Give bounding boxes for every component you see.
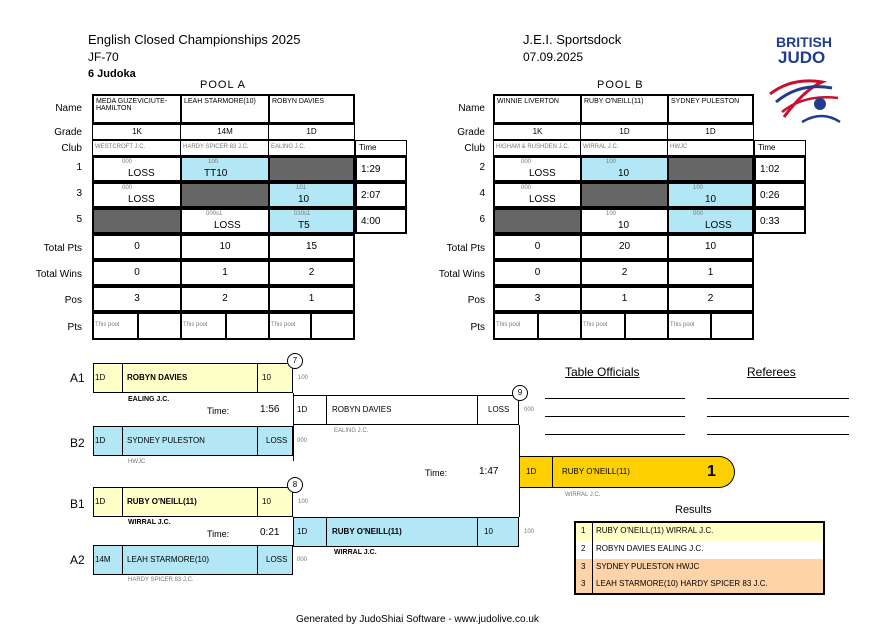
time-label: Time: <box>207 529 230 539</box>
judoka-count: 6 Judoka <box>88 68 136 80</box>
pool-cell: 100 10 <box>580 156 669 182</box>
player-grade: 1D <box>667 124 754 140</box>
competitor-box: 1D ROBYN DAVIES LOSS <box>293 395 519 425</box>
table-officials-heading: Table Officials <box>565 365 640 379</box>
pool-pts-box <box>137 312 182 340</box>
player-name: LEAH STARMORE(10) <box>180 94 270 124</box>
player-grade: 1D <box>580 124 669 140</box>
pool-cell: 000 LOSS <box>92 156 182 182</box>
pool-pts: This pool <box>180 312 227 340</box>
event-title: English Closed Championships 2025 <box>88 32 301 47</box>
seed-label: A1 <box>70 371 85 385</box>
pool-cell-blocked <box>92 208 182 234</box>
match-time: 1:29 <box>355 156 407 182</box>
pos-label: Pos <box>64 295 82 306</box>
player-grade: 1K <box>493 124 582 140</box>
score: 100 <box>298 375 309 381</box>
pool-pts-box <box>225 312 270 340</box>
british-judo-logo: BRITISH JUDO <box>762 32 852 127</box>
name-label: Name <box>55 103 82 114</box>
match-index: 4 <box>479 188 485 199</box>
total-pts-label: Total Pts <box>446 243 485 254</box>
signature-line <box>545 398 685 399</box>
date: 07.09.2025 <box>523 50 584 64</box>
pool-pts: This pool <box>580 312 626 340</box>
match-time: 0:21 <box>260 527 280 538</box>
pool-cell-blocked <box>493 208 582 234</box>
club-label: Club <box>464 143 485 154</box>
total-pts: 0 <box>493 234 582 260</box>
name-label: Name <box>458 103 485 114</box>
match-time: 0:33 <box>754 208 806 234</box>
pool-cell: 101 10 <box>268 182 355 208</box>
results-table <box>574 521 825 595</box>
competitor-box: 1D RUBY O'NEILL(11) 10 <box>293 517 519 547</box>
total-wins: 0 <box>92 260 182 286</box>
signature-line <box>707 398 849 399</box>
seed-label: B1 <box>70 497 85 511</box>
player-name: MEDA GUZEVICIUTE-HAMILTON <box>92 94 182 124</box>
seed-label: A2 <box>70 553 85 567</box>
total-pts: 10 <box>180 234 270 260</box>
winner-place-badge: 1 <box>697 456 735 488</box>
total-pts-label: Total Pts <box>43 243 82 254</box>
match-time: 2:07 <box>355 182 407 208</box>
position: 2 <box>667 286 754 312</box>
club-label: Club <box>61 143 82 154</box>
player-club: HARDY SPICER 83 J.C. <box>180 140 270 156</box>
seed-label: B2 <box>70 436 85 450</box>
competitor-club: EALING J.C. <box>128 396 170 403</box>
position: 3 <box>92 286 182 312</box>
pool-a-title: POOL A <box>200 79 246 91</box>
total-wins-label: Total Wins <box>35 269 82 280</box>
match-time: 0:26 <box>754 182 806 208</box>
pool-b-title: POOL B <box>597 79 644 91</box>
footer-credit: Generated by JudoShiai Software - www.judolive.co.uk <box>296 614 539 625</box>
pos-label: Pos <box>467 295 485 306</box>
competitor-club: WIRRAL J.C. <box>128 519 171 526</box>
player-club: HIGHAM & RUSHDEN J.C. <box>493 140 582 156</box>
total-pts: 20 <box>580 234 669 260</box>
player-name: ROBYN DAVIES <box>268 94 355 124</box>
result-row: 3 SYDNEY PULESTON HWJC <box>576 559 823 578</box>
signature-line <box>707 416 849 417</box>
venue: J.E.I. Sportsdock <box>523 32 622 47</box>
signature-line <box>707 434 849 435</box>
pool-cell: 100 10 <box>667 182 754 208</box>
score: 000 <box>297 438 308 444</box>
match-time: 4:00 <box>355 208 407 234</box>
position: 1 <box>268 286 355 312</box>
total-wins-label: Total Wins <box>438 269 485 280</box>
competitor-club: EALING J.C. <box>334 428 369 434</box>
result-row: 1 RUBY O'NEILL(11) WIRRAL J.C. <box>576 523 823 542</box>
competitor-box: 1D ROBYN DAVIES 10 <box>93 363 293 393</box>
result-row: 3 LEAH STARMORE(10) HARDY SPICER 83 J.C. <box>576 577 823 593</box>
match-index: 5 <box>76 214 82 225</box>
competitor-club: HARDY SPICER 83 J.C. <box>128 577 194 583</box>
pool-cell: 000 LOSS <box>667 208 754 234</box>
player-grade: 14M <box>180 124 270 140</box>
match-time: 1:56 <box>260 404 280 415</box>
player-club: WESTCROFT J.C. <box>92 140 182 156</box>
score: 000 <box>297 557 308 563</box>
total-pts: 10 <box>667 234 754 260</box>
pool-cell-blocked <box>580 182 669 208</box>
competitor-box: 1D RUBY O'NEILL(11) 10 <box>93 487 293 517</box>
signature-line <box>545 434 685 435</box>
pool-pts-box <box>537 312 582 340</box>
pool-cell: 000 LOSS <box>493 182 582 208</box>
pool-cell: 100 TT10 <box>180 156 270 182</box>
time-label: Time: <box>425 468 448 478</box>
total-pts: 0 <box>92 234 182 260</box>
pool-cell: 000 LOSS <box>92 182 182 208</box>
pts-label: Pts <box>470 322 485 333</box>
grade-label: Grade <box>457 127 485 138</box>
pts-label: Pts <box>67 322 82 333</box>
pool-cell: 000 LOSS <box>493 156 582 182</box>
competitor-club: HWJC <box>128 459 146 465</box>
pool-cell: 010s1 T5 <box>268 208 355 234</box>
match-index: 6 <box>479 214 485 225</box>
player-grade: 1K <box>92 124 182 140</box>
time-label: Time: <box>207 406 230 416</box>
score: 100 <box>298 499 309 505</box>
score: 100 <box>524 529 535 535</box>
competitor-box: 14M LEAH STARMORE(10) LOSS <box>93 545 293 575</box>
pool-pts-box <box>710 312 754 340</box>
player-name: WINNIE LIVERTON <box>493 94 582 124</box>
pool-pts-box <box>310 312 355 340</box>
position: 1 <box>580 286 669 312</box>
referees-heading: Referees <box>747 365 796 379</box>
match-index: 1 <box>76 162 82 173</box>
pool-pts: This pool <box>493 312 539 340</box>
pool-cell-blocked <box>180 182 270 208</box>
total-wins: 2 <box>268 260 355 286</box>
pool-cell: 100 10 <box>580 208 669 234</box>
match-number: 9 <box>512 385 528 401</box>
player-club: EALING J.C. <box>268 140 355 156</box>
time-header: Time <box>754 140 806 156</box>
position: 2 <box>180 286 270 312</box>
category: JF-70 <box>88 50 119 64</box>
match-index: 3 <box>76 188 82 199</box>
pool-pts: This pool <box>92 312 139 340</box>
match-number: 8 <box>287 477 303 493</box>
competitor-club: WIRRAL J.C. <box>565 492 601 498</box>
total-wins: 2 <box>580 260 669 286</box>
result-row: 2 ROBYN DAVIES EALING J.C. <box>576 541 823 560</box>
time-header: Time <box>355 140 407 156</box>
pool-cell-blocked <box>667 156 754 182</box>
total-pts: 15 <box>268 234 355 260</box>
score: 000 <box>524 407 535 413</box>
total-wins: 1 <box>180 260 270 286</box>
pool-cell: 000s1 LOSS <box>180 208 270 234</box>
results-heading: Results <box>675 504 712 516</box>
judoka-emblem-icon <box>762 32 852 127</box>
player-name: SYDNEY PULESTON <box>667 94 754 124</box>
total-wins: 0 <box>493 260 582 286</box>
competitor-box: 1D SYDNEY PULESTON LOSS <box>93 426 293 456</box>
player-club: HWJC <box>667 140 754 156</box>
player-name: RUBY O'NEILL(11) <box>580 94 669 124</box>
pool-pts: This pool <box>268 312 312 340</box>
grade-label: Grade <box>54 127 82 138</box>
pool-pts-box <box>624 312 669 340</box>
match-time: 1:47 <box>479 466 499 477</box>
pool-cell-blocked <box>268 156 355 182</box>
total-wins: 1 <box>667 260 754 286</box>
competitor-club: WIRRAL J.C. <box>334 549 377 556</box>
match-number: 7 <box>287 353 303 369</box>
match-time: 1:02 <box>754 156 806 182</box>
winner-box: 1D RUBY O'NEILL(11) <box>519 456 699 488</box>
position: 3 <box>493 286 582 312</box>
signature-line <box>545 416 685 417</box>
match-index: 2 <box>479 162 485 173</box>
pool-pts: This pool <box>667 312 712 340</box>
player-grade: 1D <box>268 124 355 140</box>
player-club: WIRRAL J.C. <box>580 140 669 156</box>
